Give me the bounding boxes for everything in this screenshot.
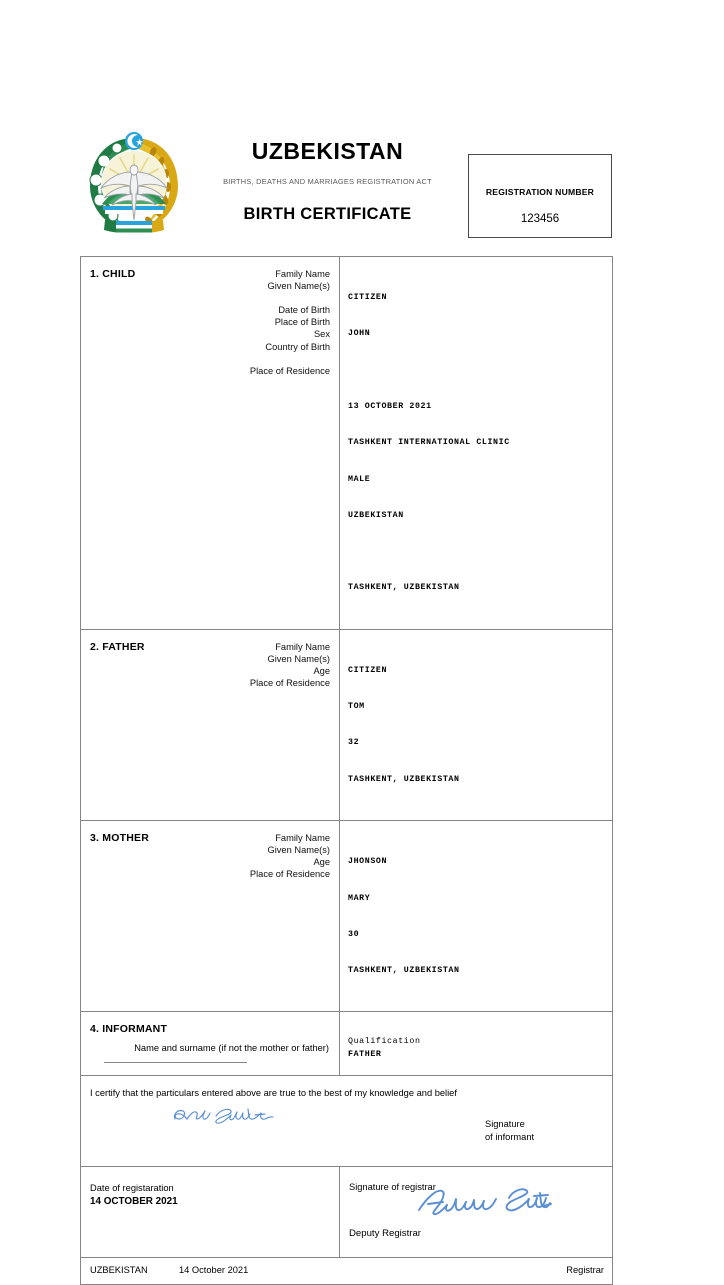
label-child-given-names: Given Name(s) — [267, 281, 330, 292]
child-value-list — [340, 257, 612, 629]
value-mother-family-name: JHONSON — [348, 857, 388, 867]
label-mother-place-of-residence: Place of Residence — [249, 869, 330, 880]
child-label-spacer-2 — [81, 353, 330, 365]
certificate-footer-row — [81, 1258, 612, 1284]
section-registration — [81, 1167, 612, 1258]
label-mother-family-name: Family Name — [275, 833, 330, 844]
country-title: UZBEKISTAN — [251, 138, 404, 164]
label-mother-given-names: Given Name(s) — [267, 845, 330, 856]
registration-date-column — [81, 1167, 340, 1257]
registration-number-label: REGISTRATION NUMBER — [485, 187, 595, 197]
value-informant-qualification: FATHER — [348, 1050, 382, 1060]
certificate-table — [80, 256, 613, 1285]
father-labels-column — [81, 630, 340, 820]
section-father — [81, 630, 612, 821]
label-mother-age: Age — [313, 857, 330, 868]
section-mother — [81, 821, 612, 1012]
value-father-family-name: CITIZEN — [348, 665, 388, 675]
informant-section-heading: 4. INFORMANT — [90, 1023, 168, 1036]
value-child-place-of-birth: TASHKENT INTERNATIONAL CLINIC — [348, 438, 510, 448]
label-registrar-signature: Signature of registrar — [349, 1182, 436, 1193]
section-informant — [81, 1012, 612, 1076]
label-child-place-of-residence: Place of Residence — [249, 365, 330, 376]
registration-act-subtitle: BIRTHS, DEATHS AND MARRIAGES REGISTRATION ACT — [223, 177, 432, 186]
child-value-spacer-2 — [348, 546, 612, 558]
informant-name-write-line[interactable] — [104, 1062, 247, 1063]
value-mother-place-of-residence: TASHKENT, UZBEKISTAN — [348, 966, 460, 976]
child-section-heading: 1. CHILD — [90, 268, 136, 280]
father-value-list — [340, 630, 612, 820]
label-child-sex: Sex — [313, 329, 330, 340]
child-labels-column — [81, 257, 340, 629]
value-child-family-name: CITIZEN — [348, 293, 388, 303]
registrar-signature-column — [340, 1167, 612, 1257]
label-child-family-name: Family Name — [275, 269, 330, 279]
deputy-registrar-label: Deputy Registrar — [349, 1228, 421, 1240]
value-child-date-of-birth: 13 OCTOBER 2021 — [348, 402, 432, 412]
value-father-age: 32 — [348, 738, 360, 748]
label-child-country-of-birth: Country of Birth — [265, 341, 330, 352]
father-section-heading: 2. FATHER — [90, 640, 145, 653]
label-father-given-names: Given Name(s) — [267, 653, 330, 664]
value-child-sex: MALE — [348, 474, 371, 484]
title-block — [190, 125, 465, 224]
registration-number-box — [468, 154, 612, 238]
label-informant-qualification: Qualification — [348, 1037, 421, 1047]
certification-statement: I certify that the particulars entered above are true to the best of my knowledge and belief — [90, 1088, 457, 1099]
label-father-place-of-residence: Place of Residence — [249, 678, 330, 688]
value-father-given-names: TOM — [348, 702, 365, 712]
footer-registrar-label: Registrar — [566, 1265, 604, 1276]
document-type-title: BIRTH CERTIFICATE — [243, 205, 412, 223]
value-child-place-of-residence: TASHKENT, UZBEKISTAN — [348, 583, 460, 593]
value-registration-date: 14 OCTOBER 2021 — [90, 1196, 178, 1208]
section-child — [81, 257, 612, 630]
section-certification — [81, 1076, 612, 1167]
label-registration-date: Date of registaration — [90, 1183, 174, 1194]
father-values-column — [340, 630, 612, 820]
mother-section-heading: 3. MOTHER — [90, 832, 149, 845]
label-father-family-name: Family Name — [275, 641, 330, 652]
value-mother-age: 30 — [348, 929, 360, 939]
child-label-spacer-1 — [81, 292, 330, 304]
registrar-signature-mark — [416, 1185, 551, 1217]
value-child-country-of-birth: UZBEKISTAN — [348, 510, 404, 520]
value-father-place-of-residence: TASHKENT, UZBEKISTAN — [348, 774, 460, 784]
footer-date: 14 October 2021 — [179, 1265, 249, 1276]
registration-number-value: 123456 — [520, 213, 560, 225]
uzbekistan-state-emblem-icon — [80, 128, 188, 233]
informant-signature-label — [485, 1118, 534, 1143]
label-informant-name: Name and surname (if not the mother or father) — [134, 1043, 329, 1054]
informant-labels-column — [81, 1012, 340, 1075]
informant-signature-label-line1: Signature — [485, 1119, 525, 1130]
label-child-date-of-birth: Date of Birth — [278, 305, 330, 316]
mother-value-list — [340, 821, 612, 1011]
informant-signature-label-line2: of informant — [485, 1131, 535, 1142]
value-child-given-names: JOHN — [348, 329, 371, 339]
certificate-header — [80, 125, 613, 243]
mother-values-column — [340, 821, 612, 1011]
label-father-age: Age — [313, 665, 330, 676]
informant-signature-mark — [169, 1103, 279, 1129]
value-mother-given-names: MARY — [348, 893, 371, 903]
child-value-spacer-1 — [348, 365, 612, 377]
child-values-column — [340, 257, 612, 629]
informant-values-column — [340, 1012, 612, 1075]
mother-labels-column — [81, 821, 340, 1011]
label-child-place-of-birth: Place of Birth — [274, 317, 330, 328]
footer-country: UZBEKISTAN — [90, 1265, 148, 1276]
